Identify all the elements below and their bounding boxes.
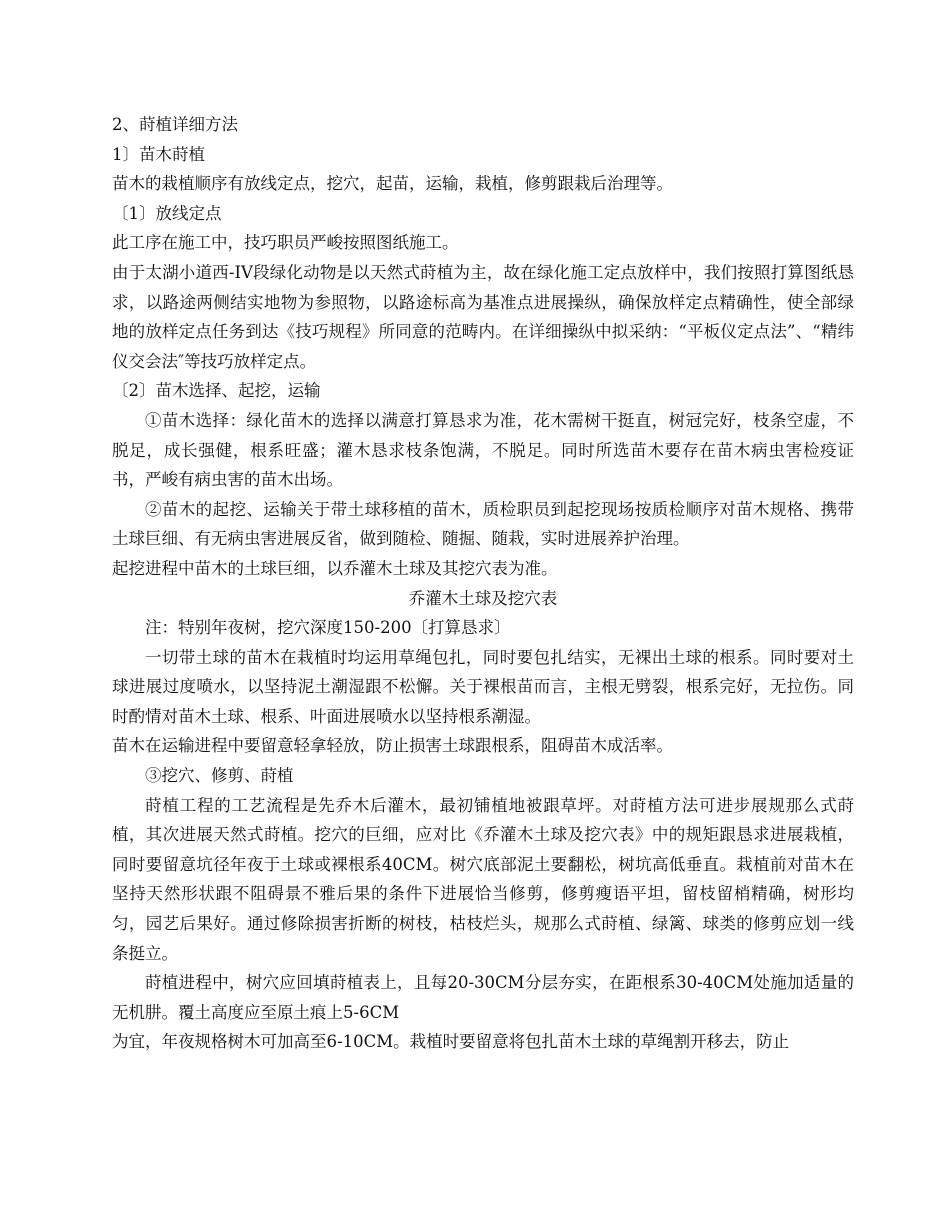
paragraph-transport-care: 苗木在运输进程中要留意轻拿轻放，防止损害土球跟根系，阻碍苗木成活率。 [112, 736, 673, 756]
paragraph-digging-transport: ②苗木的起挖、运输关于带土球移植的苗木，质检职员到起挖现场按质检顺序对苗木规格、携带土球巨细、有无病虫害进展反省，做到随检、随掘、随栽，实时进展养护治理。 [112, 499, 854, 549]
paragraph-layout-method: 由于太湖小道西-IV段绿化动物是以天然式莳植为主，故在绿化施工定点放样中，我们按照打算图纸恳求，以路途两侧结实地物为参照物，以路途标高为基准点进展操纵，确保放样定点精确性，使全部绿地的放样定点任务到达《技巧规程》所同意的范畴内。在详细操纵中拟采纳：“平板仪定点法”、“精纬仪交会法″等技巧放样定点。 [112, 262, 854, 371]
document-body [112, 110, 854, 1057]
paragraph-planting-process: 莳植工程的工艺流程是先乔木后灌木，最初铺植地被跟草坪。对莳植方法可进步展规那么式莳植，其次进展天然式莳植。挖穴的巨细，应对比《乔灌木土球及挖穴表》中的规矩跟恳求进展栽植，同时要留意坑径年夜于土球或裸根系40CM。树穴底部泥土要翻松，树坑高低垂直。栽植前对苗木在坚持天然形状跟不阻碍景不雅后果的条件下进展恰当修剪，修剪瘦语平坦，留枝留梢精确，树形均匀，园艺后果好。通过修除损害折断的树枝，枯枝烂头，规那么式莳植、绿篱、球类的修剪应划一线条挺立。 [112, 795, 854, 963]
item-heading-seedling-selection: 〔2〕苗木选择、起挖，运输 [112, 381, 321, 401]
subsection-heading-seedling-planting: 1〕苗木莳植 [112, 144, 205, 164]
paragraph-construction-by-drawings: 此工序在施工中，技巧职员严峻按照图纸施工。 [112, 233, 459, 253]
table-title-soil-ball: 乔灌木土球及挖穴表 [408, 588, 558, 608]
paragraph-seedling-selection: ①苗木选择：绿化苗木的选择以满意打算恳求为准，花木需树干挺直，树冠完好，枝条空虚，不脱足，成长强健，根系旺盛；灌木恳求枝条饱满，不脱足。同时所选苗木要存在苗木病虫害检疫证书，严峻有病虫害的苗木出场。 [112, 410, 854, 490]
paragraph-planting-sequence: 苗木的栽植顺序有放线定点，挖穴，起苗，运输，栽植，修剪跟栽后治理等。 [112, 174, 673, 194]
note-large-trees: 注：特别年夜树，挖穴深度150-200〔打算恳求〕 [145, 618, 511, 638]
paragraph-backfill: 莳植进程中，树穴应回填莳植表上，且每20-30CM分层夯实，在距根系30-40CM处施加适量的无机肼。覆土高度应至原土痕上5-6CM [112, 973, 854, 1022]
paragraph-backfill-continued: 为宜，年夜规格树木可加高至6-10CM。栽植时要留意将包扎苗木土球的草绳割开移去，防止 [112, 1032, 790, 1052]
item-heading-layout-positioning: 〔1〕放线定点 [112, 203, 222, 223]
paragraph-soil-ball-wrapping: 一切带土球的苗木在栽植时均运用草绳包扎，同时要包扎结实，无裸出土球的根系。同时要对土球进展过度喷水，以坚持泥土潮湿跟不松懈。关于裸根苗而言，主根无劈裂，根系完好，无拉伤。同时酌情对苗木土球、根系、叶面进展喷水以坚持根系潮湿。 [112, 647, 854, 726]
section-heading-planting-methods: 2、莳植详细方法 [112, 115, 238, 134]
paragraph-soil-ball-size: 起挖进程中苗木的土球巨细，以乔灌木土球及其挖穴表为准。 [112, 558, 558, 578]
item-heading-digging-pruning: ③挖穴、修剪、莳植 [145, 766, 294, 786]
